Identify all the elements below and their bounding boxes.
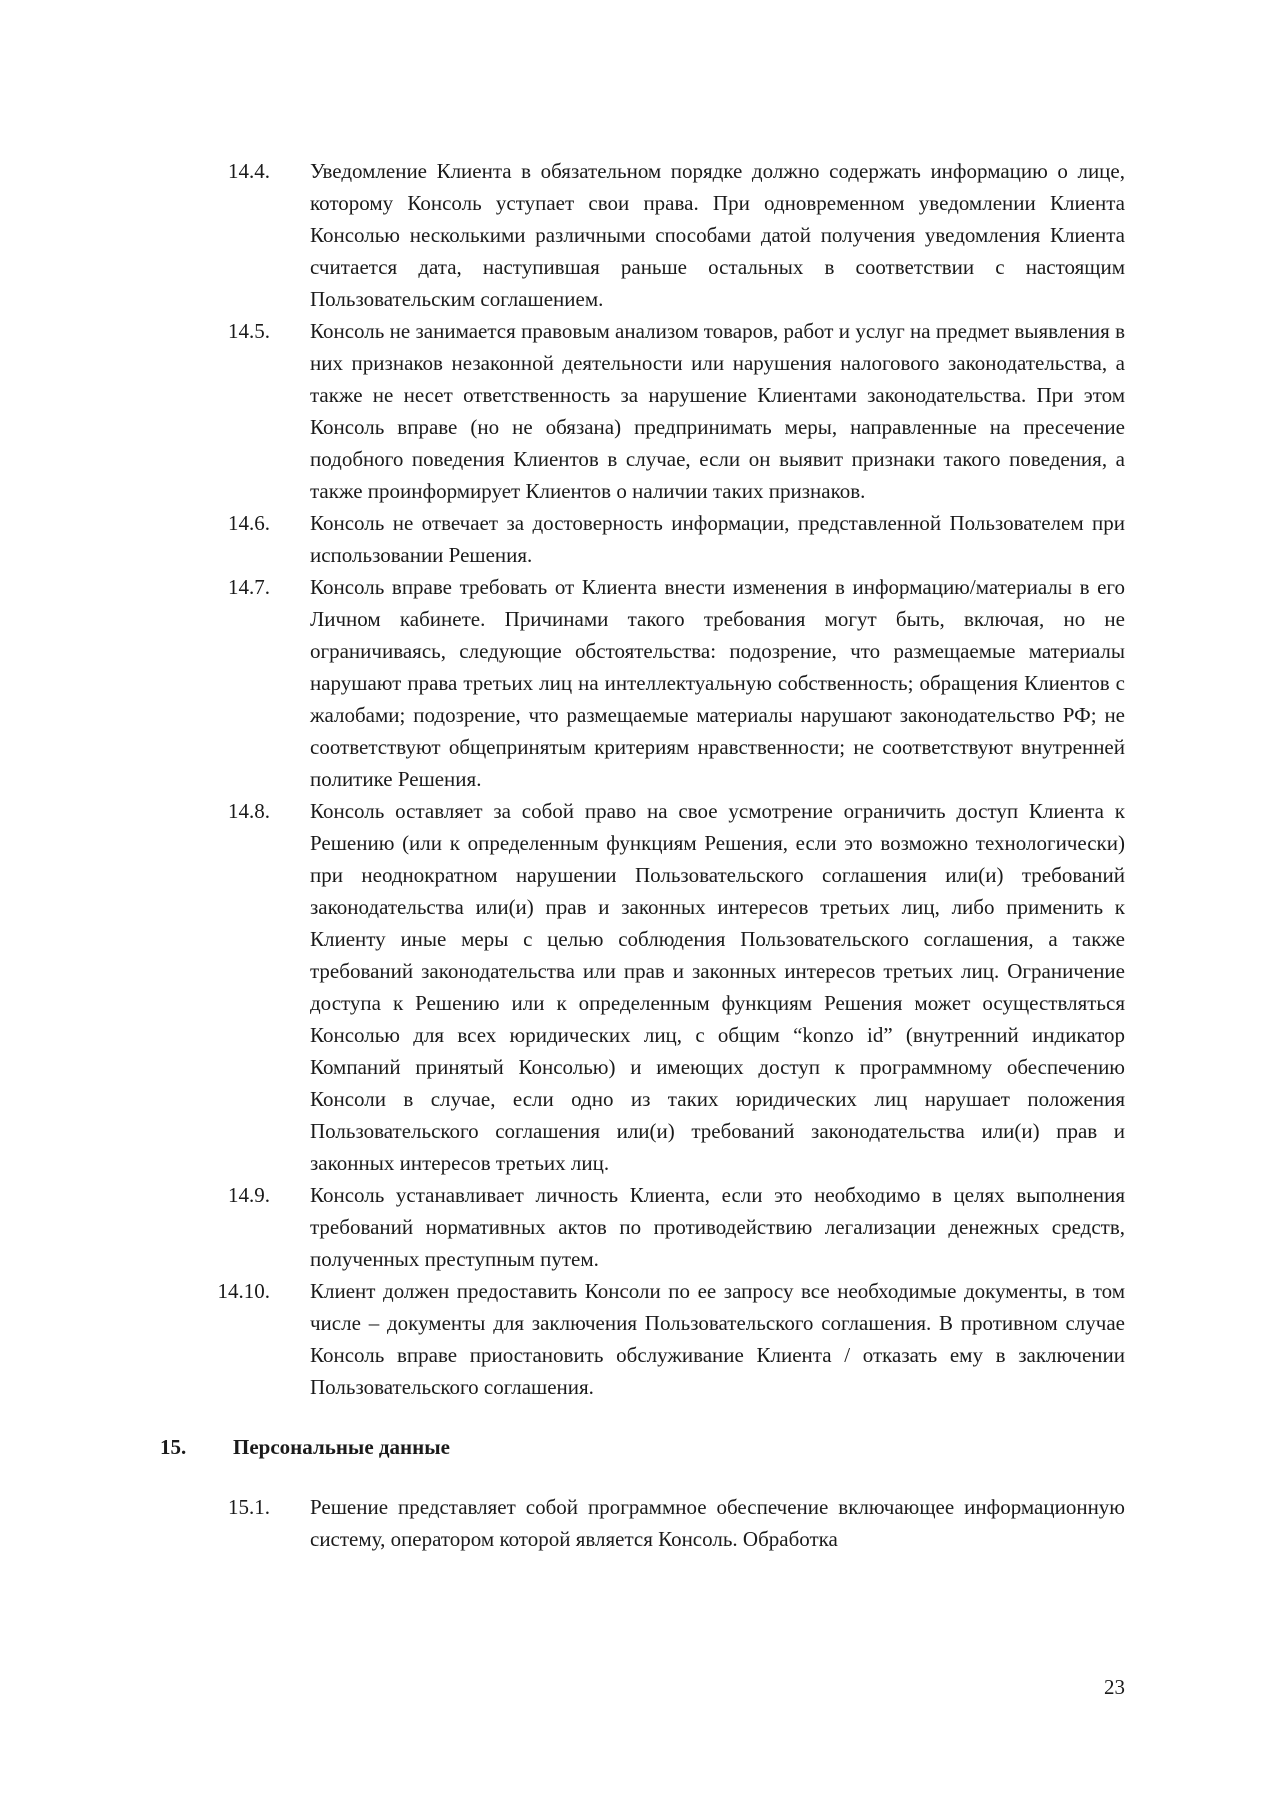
clause-number: 14.7. [228,575,270,599]
clause-number: 14.10. [217,1279,270,1303]
clause-text: Консоль вправе требовать от Клиента внести изменения в информацию/материалы в его Личном кабинете. Причинами такого требования могут быть, включая, но не ограничиваясь, следующие обстоятельства: подозрение, что размещаемые материалы нарушают права третьих лиц на интеллектуальную собственность; обращения Клиентов с жалобами; подозрение, что размещаемые материалы нарушают законодательство РФ; не соответствуют общепринятым критериям нравственности; не соответствуют внутренней политике Решения. [310,575,1125,791]
section-heading [0,1431,1275,1463]
clause-text: Уведомление Клиента в обязательном порядке должно содержать информацию о лице, которому Консоль уступает свои права. При одновременном уведомлении Клиента Консолью несколькими различными способами датой получения уведомления Клиента считается дата, наступившая раньше остальных в соответствии с настоящим Пользовательским соглашением. [310,159,1125,311]
clause-text: Решение представляет собой программное обеспечение включающее информационную систему, оператором которой является Консоль. Обработка [310,1495,1125,1551]
clause-number: 14.8. [228,799,270,823]
clause-14-8 [0,795,1275,1179]
clause-14-4 [0,155,1275,315]
clause-number: 14.6. [228,511,270,535]
clause-text: Консоль устанавливает личность Клиента, если это необходимо в целях выполнения требований нормативных актов по противодействию легализации денежных средств, полученных преступным путем. [310,1183,1125,1271]
clause-14-5 [0,315,1275,507]
clause-number: 14.5. [228,319,270,343]
clause-14-7 [0,571,1275,795]
clause-14-9 [0,1179,1275,1275]
section-title: Персональные данные [233,1435,450,1459]
clause-14-10 [0,1275,1275,1403]
section-number: 15. [160,1435,187,1459]
clause-14-6 [0,507,1275,571]
clause-number: 14.4. [228,159,270,183]
clause-text: Консоль оставляет за собой право на свое усмотрение ограничить доступ Клиента к Решению (или к определенным функциям Решения, если это возможно технологически) при неоднократном нарушении Пользовательского соглашения или(и) требований законодательства или(и) прав и законных интересов третьих лиц, либо применить к Клиенту иные меры с целью соблюдения Пользовательского соглашения, а также требований законодательства или прав и законных интересов третьих лиц. Ограничение доступа к Решению или к определенным функциям Решения может осуществляться Консолью для всех юридических лиц, с общим “konzo id” (внутренний индикатор Компаний принятый Консолью) и имеющих доступ к программному обеспечению Консоли в случае, если одно из таких юридических лиц нарушает положения Пользовательского соглашения или(и) требований законодательства или(и) прав и законных интересов третьих лиц. [310,799,1125,1175]
clause-text: Консоль не отвечает за достоверность информации, представленной Пользователем при использовании Решения. [310,511,1125,567]
clauses-container [0,155,1275,1555]
clause-text: Консоль не занимается правовым анализом товаров, работ и услуг на предмет выявления в них признаков незаконной деятельности или нарушения налогового законодательства, а также не несет ответственность за нарушение Клиентами законодательства. При этом Консоль вправе (но не обязана) предпринимать меры, направленные на пресечение подобного поведения Клиентов в случае, если он выявит признаки такого поведения, а также проинформирует Клиентов о наличии таких признаков. [310,319,1125,503]
clause-number: 15.1. [228,1495,270,1519]
clause-number: 14.9. [228,1183,270,1207]
clause-15-1 [0,1491,1275,1555]
page-number: 23 [1104,1675,1125,1699]
clause-text: Клиент должен предоставить Консоли по ее запросу все необходимые документы, в том числе – документы для заключения Пользовательского соглашения. В противном случае Консоль вправе приостановить обслуживание Клиента / отказать ему в заключении Пользовательского соглашения. [310,1279,1125,1399]
